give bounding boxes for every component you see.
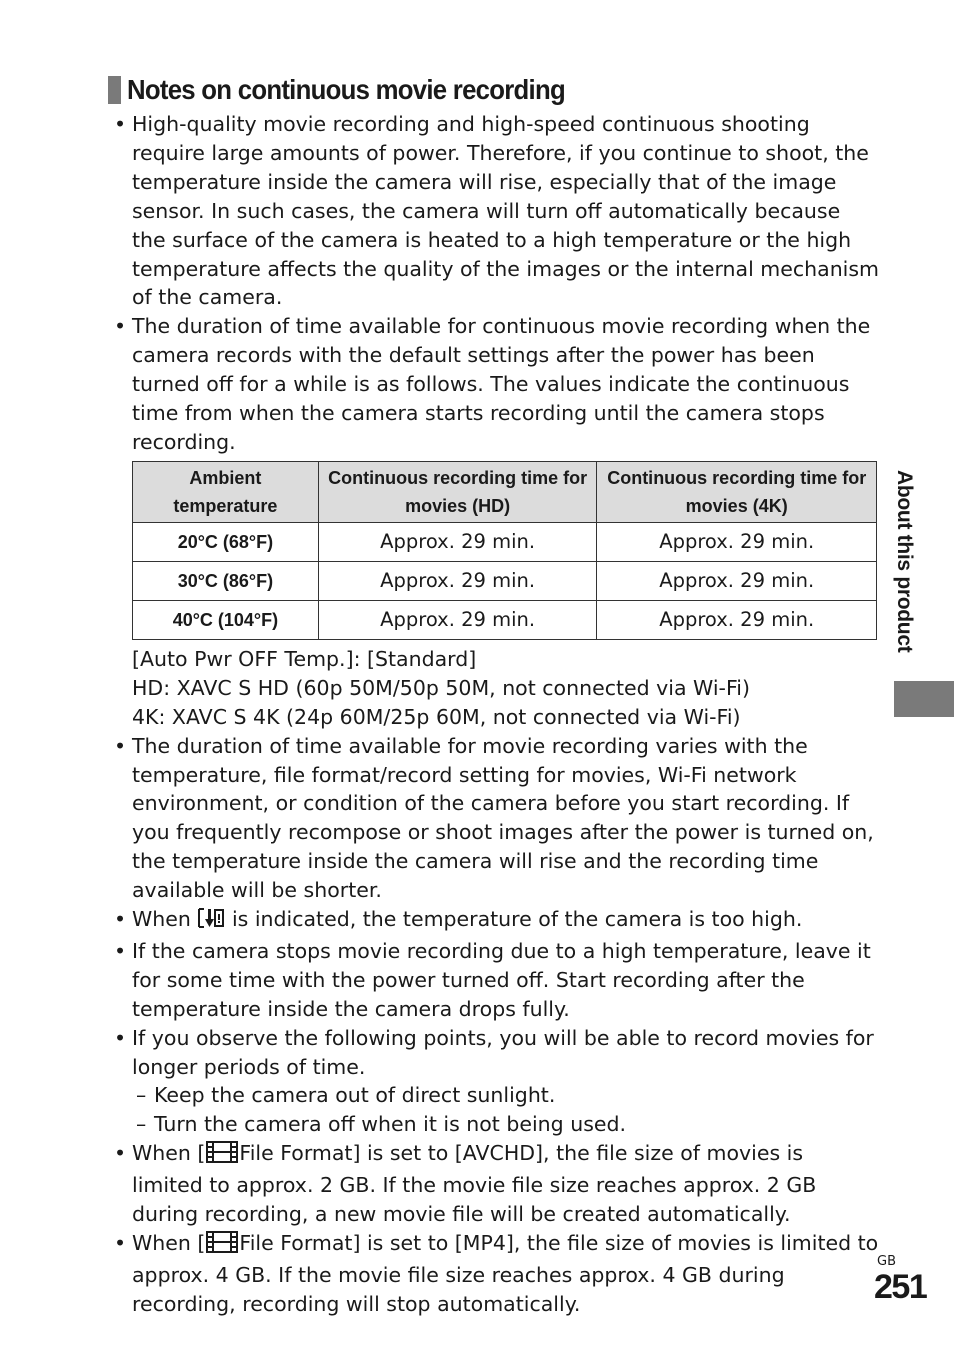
col-header-4k: Continuous recording time for movies (4K) <box>597 461 877 522</box>
overheat-warning-icon <box>197 907 225 937</box>
hd-time-cell: Approx. 29 min. <box>318 561 597 600</box>
page-title: Notes on continuous movie recording <box>127 74 565 105</box>
heading-marker <box>108 76 121 104</box>
setting-note-auto-power: [Auto Pwr OFF Temp.]: [Standard] <box>132 646 477 671</box>
table-row <box>133 600 877 639</box>
4k-time-cell: Approx. 29 min. <box>597 600 877 639</box>
4k-time-cell: Approx. 29 min. <box>597 561 877 600</box>
page-number: 251 <box>874 1268 927 1306</box>
section-side-tab <box>894 681 954 717</box>
hd-time-cell: Approx. 29 min. <box>318 600 597 639</box>
note-avchd-size <box>112 1139 880 1229</box>
movie-film-icon <box>205 1141 239 1171</box>
note-mp4-pre: When [ <box>132 1231 206 1255</box>
setting-note-4k: 4K: XAVC S 4K (24p 60M/25p 60M, not connected via Wi-Fi) <box>132 704 741 729</box>
hd-time-cell: Approx. 29 min. <box>318 522 597 561</box>
note-overheat-icon <box>112 905 880 937</box>
section-side-label: About this product <box>893 470 916 653</box>
main-content <box>112 110 880 1319</box>
tip-turn-off: – Turn the camera off when it is not being used. <box>112 1110 880 1139</box>
temperature-cell: 20°C (68°F) <box>133 522 319 561</box>
region-code: GB <box>877 1254 896 1269</box>
temperature-cell: 30°C (86°F) <box>133 561 319 600</box>
note-duration: • The duration of time available for continuous movie recording when the camera records with the default settings after the power has been turned off for a while is as follows. The values indicate the continuous time from when the camera starts recording until the camera stops recording. <box>112 312 880 457</box>
note-variation: • The duration of time available for movie recording varies with the temperature, file format/record setting for movies, Wi-Fi network environment, or condition of the camera before you start recording. If you frequently recompose or shoot images after the power is turned on, the temperature inside the camera will rise and the recording time available will be shorter. <box>112 732 880 905</box>
temperature-cell: 40°C (104°F) <box>133 600 319 639</box>
note-avchd-pre: When [ <box>132 1141 206 1166</box>
note-power: • High-quality movie recording and high-speed continuous shooting require large amounts of power. Therefore, if you continue to shoot, the temperature inside the camera will rise, especially that of the image sensor. In such cases, the camera will turn off automatically because the surface of the camera is heated to a high temperature or the high temperature affects the quality of the images or the internal mechanism of the camera. <box>112 110 880 312</box>
recording-time-table <box>132 461 877 640</box>
table-header-row <box>133 461 877 522</box>
note-longer-recording: • If you observe the following points, you will be able to record movies for longer periods of time. <box>112 1024 880 1082</box>
note-stop-recording: • If the camera stops movie recording due to a high temperature, leave it for some time with the power turned off. Start recording after the temperature inside the camera drops fully. <box>112 937 880 1024</box>
col-header-hd: Continuous recording time for movies (HD) <box>318 461 597 522</box>
note-mp4-size <box>112 1229 880 1319</box>
setting-note-hd: HD: XAVC S HD (60p 50M/50p 50M, not connected via Wi-Fi) <box>132 675 750 700</box>
tip-sunlight: – Keep the camera out of direct sunlight. <box>112 1081 880 1110</box>
note-overheat-pre: When <box>132 907 191 932</box>
note-mp4-post: File Format] is set to [MP4], the file size of movies is limited to approx. 4 GB. If the movie file size reaches approx. 4 GB during recording, recording will stop automatically. <box>132 1231 879 1316</box>
4k-time-cell: Approx. 29 min. <box>597 522 877 561</box>
table-row <box>133 522 877 561</box>
table-row <box>133 561 877 600</box>
col-header-temperature: Ambient temperature <box>133 461 319 522</box>
note-overheat-post: is indicated, the temperature of the camera is too high. <box>231 907 803 932</box>
section-heading <box>108 74 603 106</box>
note-avchd-post: File Format] is set to [AVCHD], the file size of movies is limited to approx. 2 GB. If the movie file size reaches approx. 2 GB during recording, a new movie file will be created automatically. <box>132 1141 817 1227</box>
movie-film-icon <box>205 1231 239 1261</box>
